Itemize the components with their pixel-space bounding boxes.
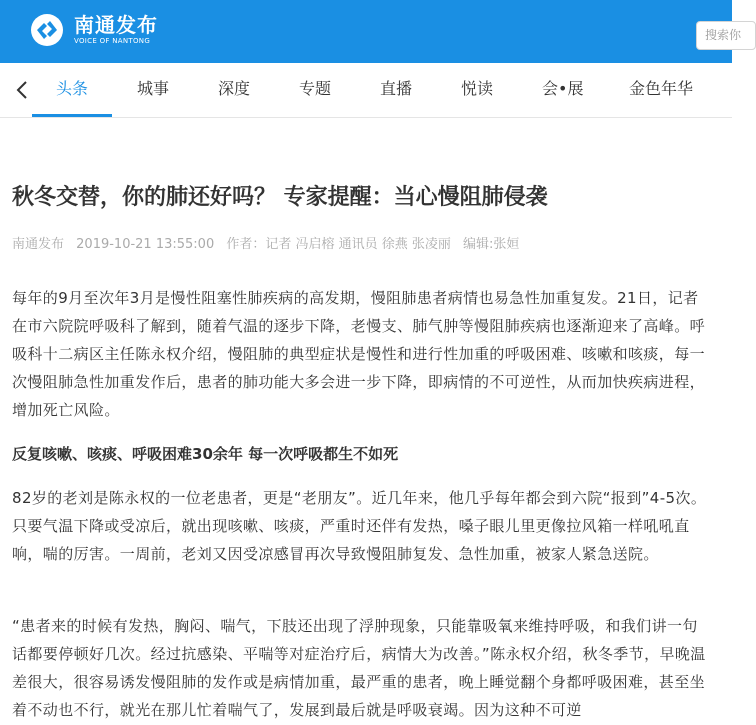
logo-icon (30, 13, 64, 47)
active-tab-indicator (32, 114, 112, 117)
tab-topics[interactable]: 专题 (299, 79, 332, 98)
chevron-left-icon[interactable] (14, 79, 30, 101)
article-paragraph: 82岁的老刘是陈永权的一位老患者，更是“老朋友”。近几年来，他几乎每年都会到六院“报到”4-5次。只要气温下降或受凉后，就出现咳嗽、咳痰，严重时还伴有发热，嗓子眼儿里更像拉风箱一样吼吼直响，喘的厉害。一周前，老刘又因受凉感冒再次导致慢阻肺复发、急性加重，被家人紧急送院。 (12, 489, 707, 563)
article-editor: 编辑:张姮 (463, 237, 520, 252)
category-nav (0, 63, 732, 118)
logo-subtitle: VOICE OF NANTONG (74, 37, 151, 45)
article-subheading: 反复咳嗽、咳痰、呼吸困难30余年 每一次呼吸都生不如死 (12, 445, 399, 463)
tab-depth[interactable]: 深度 (218, 79, 251, 98)
tab-reading[interactable]: 悦读 (461, 79, 494, 98)
tab-live[interactable]: 直播 (380, 79, 413, 98)
top-header-bar (0, 0, 742, 63)
article-paragraph: 每年的9月至次年3月是慢性阻塞性肺疾病的高发期，慢阻肺患者病情也易急性加重复发。21日，记者在市六院院呼吸科了解到，随着气温的逐步下降，老慢支、肺气肿等慢阻肺疾病也逐渐迎来了高峰。呼吸科十二病区主任陈永权介绍，慢阻肺的典型症状是慢性和进行性加重的呼吸困难、咳嗽和咳痰，每一次慢阻肺急性加重发作后，患者的肺功能大多会进一步下降，即病情的不可逆性，从而加快疾病进程，增加死亡风险。 (12, 289, 706, 419)
article-author: 作者：记者 冯启榕 通讯员 徐燕 张凌丽 (226, 237, 451, 252)
article-meta (12, 233, 527, 252)
tab-golden-years[interactable]: 金色年华 (629, 79, 694, 98)
article-title: 秋冬交替，你的肺还好吗？ 专家提醒：当心慢阻肺侵袭 (12, 185, 548, 210)
logo-title: 南通发布 (74, 13, 158, 37)
tab-exhibition[interactable]: 会•展 (542, 79, 584, 98)
article-paragraph: “患者来的时候有发热，胸闷、喘气，下肢还出现了浮肿现象，只能靠吸氧来维持呼吸，和我们讲一句话都要停顿好几次。经过抗感染、平喘等对症治疗后，病情大为改善。”陈永权介绍，秋冬季节，早晚温差很大，很容易诱发慢阻肺的发作或是病情加重，最严重的患者，晚上睡觉翻个身都呼吸困难，甚至坐着不动也不行，就光在那儿忙着喘气了，发展到最后就是呼吸衰竭。因为这种不可逆 (12, 617, 706, 719)
site-logo[interactable] (30, 10, 158, 50)
tab-city[interactable]: 城事 (137, 79, 170, 98)
search-input[interactable]: 搜索你 (696, 21, 756, 50)
article-source[interactable]: 南通发布 (12, 237, 65, 252)
article-datetime: 2019-10-21 13:55:00 (76, 237, 215, 252)
tab-headlines[interactable]: 头条 (56, 79, 89, 98)
